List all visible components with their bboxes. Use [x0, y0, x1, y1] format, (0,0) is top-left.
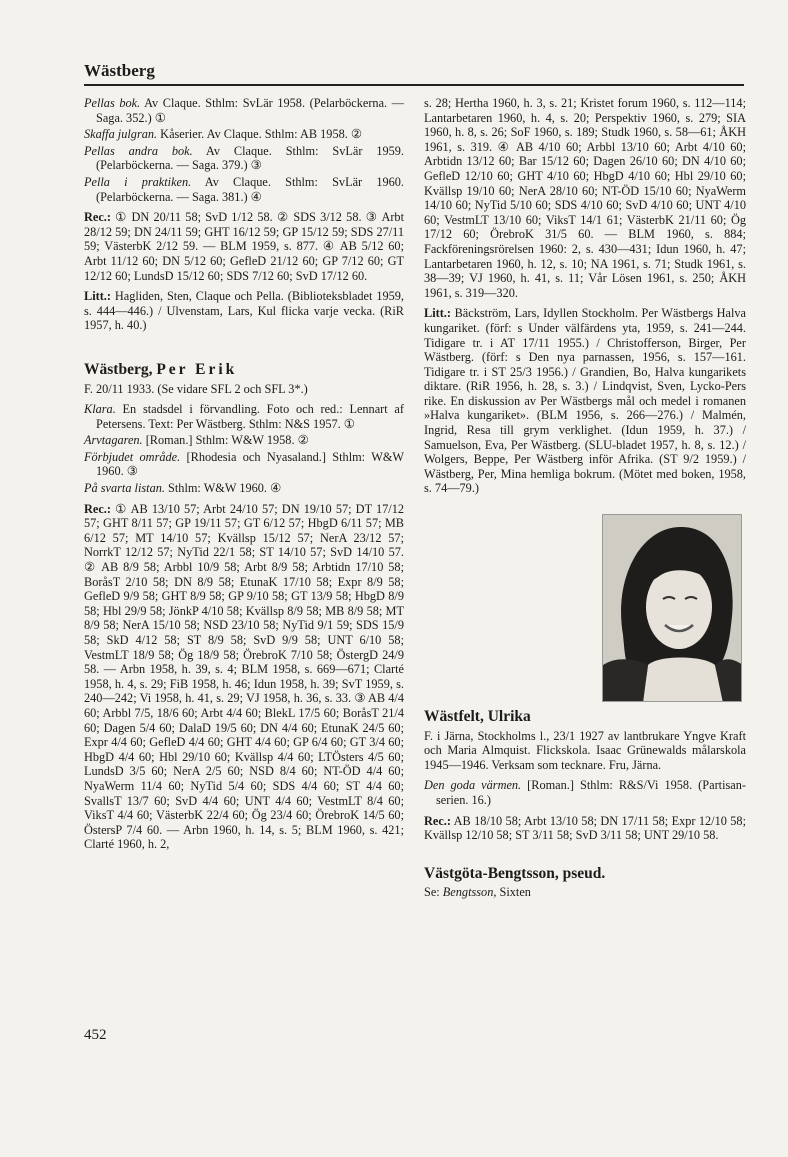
work-details: Av Claque. Sthlm: SvLär 1958. (Pelarböckerna. — Saga. 352.) ①: [96, 96, 405, 125]
author-bio: F. 20/11 1933. (Se vidare SFL 2 och SFL 3*.): [84, 381, 308, 396]
work-details: [Roman.] Sthlm: W&W 1958. ②: [142, 433, 309, 448]
see-target: Bengtsson,: [442, 885, 497, 900]
litt-label: Litt.:: [424, 306, 451, 321]
ulrika-reviews: [424, 814, 746, 843]
work-details: Av Claque. Sthlm: SvLär 1960. (Pelarböckerna. — Saga. 381.) ④: [96, 174, 404, 204]
work-title: På svarta listan.: [84, 481, 165, 496]
work-details: Kåserier. Av Claque. Sthlm: AB 1958. ②: [157, 127, 362, 142]
work-title: Klara.: [84, 402, 116, 417]
work-title: Förbjudet område.: [84, 449, 181, 464]
rec-text: AB 18/10 58; Arbt 13/10 58; DN 17/11 58; Expr 12/10 58; Kvällsp 12/10 58; ST 3/11 58; SvD 3/11 58; UNT 29/10 58.: [424, 813, 746, 843]
work-entry: [84, 127, 404, 142]
work-details: Av Claque. Sthlm: SvLär 1959. (Pelarböckerna. — Saga. 379.) ③: [96, 143, 404, 173]
author-heading-ulrika: Wästfelt, Ulrika: [424, 708, 531, 726]
claque-literature: [84, 289, 404, 333]
work-title: Pellas bok.: [84, 96, 141, 110]
per-literature: [424, 306, 746, 496]
work-title: Pella i praktiken.: [84, 174, 192, 189]
claque-reviews: [84, 210, 404, 283]
running-head: Wästberg: [84, 61, 155, 80]
work-title: Arvtagaren.: [84, 433, 143, 448]
rec-text: ① DN 20/11 58; SvD 1/12 58. ② SDS 3/12 58. ③ Arbt 28/12 59; DN 24/11 59; GHT 16/12 59; GP 15/12 59; SDS 27/11 59; VästerbK 2/12 59. — BLM 1959, s. 877. ④ AB 5/12 60; Arbt 11/12 60; DN 5/12 60; GefleD 21/12 60; GP 7/12 60; GT 12/12 60; LundsD 15/12 60; SDS 7/12 60; SvD 17/12 60.: [84, 210, 404, 283]
author-heading-per: [84, 360, 404, 378]
work-details: [Rhodesia och Nyasaland.] Sthlm: W&W 1960. ③: [96, 449, 404, 479]
work-details: Sthlm: W&W 1960. ④: [164, 481, 282, 496]
left-column: [84, 96, 404, 852]
work-entry: [84, 96, 404, 125]
portrait-image: [603, 515, 742, 702]
claque-works-list: [84, 96, 404, 204]
work-details: [Roman.] Sthlm: R&S/Vi 1958. (Partisan-serien. 16.): [436, 778, 746, 807]
see-prefix: Se:: [424, 885, 443, 900]
see-reference: [424, 885, 746, 900]
work-entry: [84, 450, 404, 479]
work-entry: [84, 144, 404, 173]
litt-label: Litt.:: [84, 289, 111, 304]
litt-text: Bäckström, Lars, Idyllen Stockholm. Per Wästbergs Halva kungariket. (förf: s Under välfärdens yta, 1959, s. 241—244. Tidigare tr. i AT 17/11 1955.) / Christofferson, Birger, Per Wästberg. (förf: s Den nya parnassen, 1956, s. 157—161. Tidigare tr. i ST 25/3 1956.) / Grandien, Bo, Halva kungarikets diktare. (RiR 1956, h. 28, s. 3.) / Lindqvist, Sven, Lycko-Pers rike. En diskussion av Per Wästbergs mål och medel i romanen »Halva kungariket». (BLM 1956, s. 266—276.) / Malmén, Ingrid, Resa till grym verklighet. (Idun 1959, h. 37.) / Samuelson, Eva, Per Wästberg. (SLU-bladet 1957, h. 8, s. 12.) / Wolgers, Beppe, Per Wästberg inför Afrika. (ST 9/2 1959.) / Wästberg, Per, Mina hemliga bokrum. (Mötet med boken, 1958, s. 74—79.): [424, 306, 746, 496]
work-entry: [424, 778, 746, 807]
rec-text: ① AB 13/10 57; Arbt 24/10 57; DN 19/10 57; DT 17/12 57; GHT 8/11 57; GP 19/11 57; GT 6/12 57; HbgD 6/11 57; MB 6/12 57; MT 14/10 57; Kvällsp 15/12 57; NerA 23/12 57; NorrkT 12/12 57; NyTid 22/1 58; ST 14/10 57; SvD 14/10 57. ② AB 8/9 58; Arbbl 10/9 58; Arbt 8/9 58; Arbtidn 17/10 58; BoråsT 2/10 58; DN 8/9 58; EtunaK 17/10 58; Expr 8/9 58; GefleD 9/9 58; GHT 8/9 58; GP 9/10 58; GT 13/9 58; HbgD 8/9 58; Hbl 29/9 58; JönkP 4/10 58; Kvällsp 8/9 58; MB 8/9 58; MT 8/9 58; NerA 15/10 58; NSD 23/10 58; NyTid 9/1 59; SDS 15/9 58; SkD 4/12 58; ST 8/9 58; SvD 9/9 58; UNT 6/10 58; VestmLT 18/9 58; Ög 18/9 58; ÖrebroK 7/10 58; ÖstergD 24/9 58. — Arbn 1958, h. 39, s. 4; BLM 1958, s. 669—671; Clarté 1958, h. 4, s. 29; FiB 1958, h. 46; Idun 1958, h. 39; SvT 1959, s. 240—242; Vi 1958, h. 41, s. 29; VJ 1958, h. 36, s. 33. ③ AB 4/4 60; Arbbl 7/5, 18/6 60; Arbt 4/4 60; BlekL 17/5 60; BoråsT 21/4 60; Dagen 5/4 60; DalaD 19/5 60; DN 4/4 60; EtunaK 24/5 60; Expr 4/4 60; GefleD 4/4 60; GHT 4/4 60; GP 6/4 60; GT 3/4 60; HbgD 4/4 60; Hbl 29/10 60; Kvällsp 4/4 60; LTÖsters 4/5 60; LundsD 3/5 60; NerA 2/5 60; NSD 8/4 60; NT-ÖD 4/4 60; NyaWerm 11/4 60; NyTid 5/4 60; SDS 4/4 60; ST 4/4 60; SvallsT 13/7 60; SvD 4/4 60; UNT 4/4 60; VestmLT 8/4 60; ViksT 4/4 60; VästerbK 22/4 60; Ög 23/4 60; ÖrebroK 14/5 60; ÖstersP 7/4 60. — Arbn 1960, h. 14, s. 5; BLM 1960, s. 421; Clarté 1960, h. 2,: [84, 501, 404, 852]
per-reviews: [84, 502, 404, 852]
author-portrait-photo: [602, 514, 742, 702]
page-number: 452: [84, 1027, 107, 1043]
rec-label: Rec.:: [84, 210, 111, 225]
work-entry: [84, 175, 404, 204]
header-rule: [84, 84, 744, 86]
litt-text: Hagliden, Sten, Claque och Pella. (Biblioteksbladet 1959, s. 444—446.) / Ulvenstam, Lars, Kul flicka varje vecka. (RiR 1957, h. 40.): [84, 289, 404, 333]
rec-label: Rec.:: [84, 501, 111, 516]
work-details: En stadsdel i förvandling. Foto och red.: Lennart af Petersens. Text: Per Wästberg. Sthlm: N&S 1957. ①: [96, 402, 404, 431]
rec-label: Rec.:: [424, 813, 451, 828]
per-works-list: [84, 402, 404, 496]
work-title: Skaffa julgran.: [84, 127, 158, 142]
author-bio: F. i Järna, Stockholms l., 23/1 1927 av lantbrukare Yngve Kraft och Maria Almquist. Flickskola. Isaac Grünewalds målarskola 1945—1946. Verksam som tecknare. Fru, Järna.: [424, 728, 746, 772]
per-reviews-continued: s. 28; Hertha 1960, h. 3, s. 21; Kristet forum 1960, s. 112—114; Lantarbetaren 1960, h. 4, s. 20; Perspektiv 1960, s. 279; SIA 1960, h. 8, s. 26; SoF 1960, s. 189; Studk 1960, s. 58—61; ÅKH 1961, s. 319. ④ AB 4/10 60; Arbbl 13/10 60; Arbt 4/10 60; Arbtidn 13/12 60; Bar 15/12 60; Dagen 26/10 60; DN 4/10 60; GefleD 12/10 60; GHT 4/10 60; HbgD 4/10 60; Hbl 29/10 60; Kvällsp 19/10 60; NerA 28/10 60; NT-ÖD 15/10 60; NyaWerm 14/10 60; NyTid 5/10 60; SDS 4/10 60; SvD 4/10 60; UNT 4/10 60; VestmLT 13/10 60; ViksT 14/1 61; VästerbK 21/11 60; Ög 17/12 60; ÖrebroK 31/5 60. — BLM 1960, s. 884; Fackföreningsrörelsen 1960: 2, s. 430—431; Idun 1960, h. 47; Lantarbetaren 1960, h. 12, s. 10; NA 1961, s. 71; Studk 1961, s. 38—39; VJ 1960, h. 41, s. 11; Vår Lösen 1961, s. 250; ÅKH 1961, s. 319—320.: [424, 96, 746, 300]
work-entry: [84, 402, 404, 431]
right-column: [424, 96, 746, 900]
work-entry: [84, 481, 404, 496]
author-given-name: Per Erik: [156, 360, 238, 378]
work-title: Den goda värmen.: [424, 778, 522, 793]
author-heading-vastgota: Västgöta-Bengtsson, pseud.: [424, 864, 606, 882]
work-title: Pellas andra bok.: [84, 143, 193, 158]
author-surname: Wästberg,: [84, 360, 157, 378]
see-target-rest: Sixten: [496, 885, 531, 900]
work-entry: [84, 433, 404, 448]
